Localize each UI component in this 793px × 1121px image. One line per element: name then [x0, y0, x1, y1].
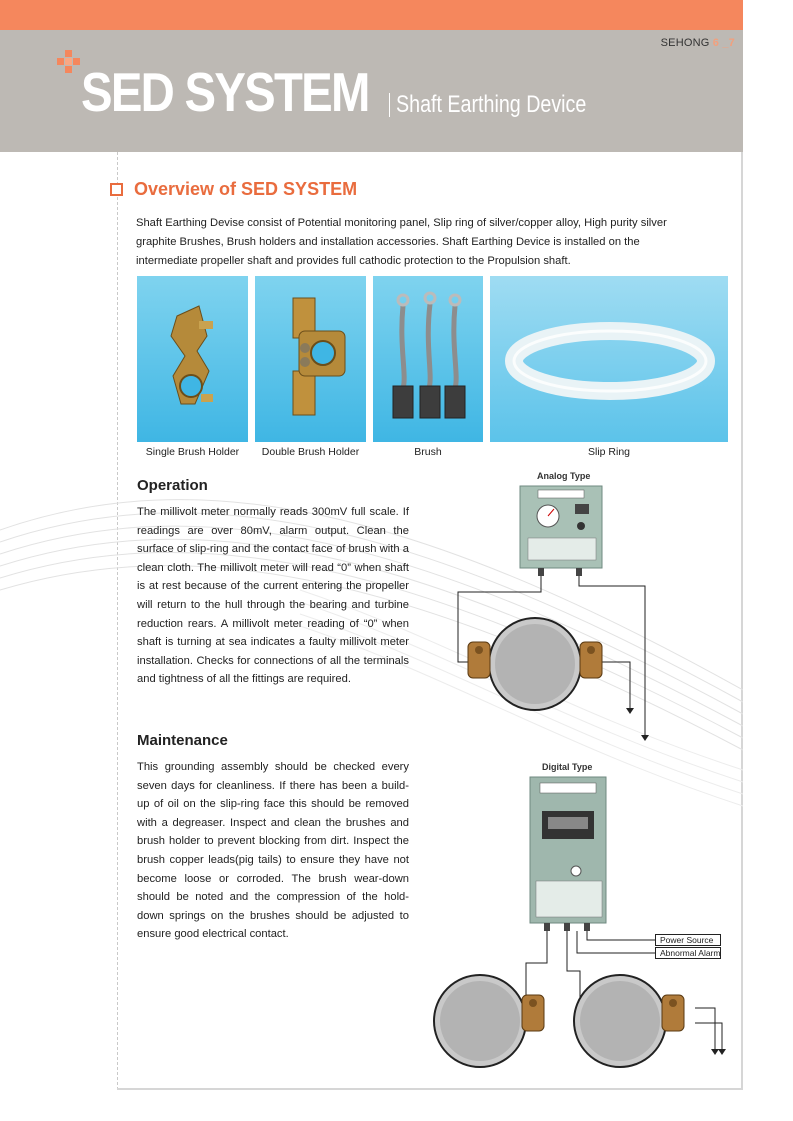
photo-double-brush-holder	[255, 276, 366, 442]
page-subtitle: Shaft Earthing Device	[396, 91, 587, 118]
overview-text: Shaft Earthing Devise consist of Potential monitoring panel, Slip ring of silver/copper alloy, High purity silver graphite Brushes, Brush holders and installation accessories. Shaft Earthing Device is installed on the intermediate propeller shaft and provides full cathodic protection to the Propulsion shaft.	[136, 217, 667, 267]
page-number: 6 _7	[712, 37, 735, 49]
digital-diagram	[430, 773, 740, 1073]
top-color-band	[0, 0, 743, 30]
caption-slip-ring: Slip Ring	[587, 446, 631, 458]
analog-diagram	[440, 482, 670, 742]
operation-text: The millivolt meter normally reads 300mV full scale. If readings are over 80mV, alarm output. Clean the surface of slip-ring and the contact face of brush with a clean cloth. The millivolt meter will read “0” when shaft is at rest because of the current entering the propeller will return to the hull through the bearing and turbine reduction rears. A millivolt meter reading of “0” when shaft is turning at sea indicates a faulty millivolt meter installation. Checks for connections of all the terminals and tightness of all the fittings are required.	[137, 506, 409, 686]
section-checkbox-icon	[110, 183, 123, 196]
operation-title: Operation	[137, 477, 208, 494]
photo-single-brush-holder	[137, 276, 248, 442]
photo-brush	[373, 276, 483, 442]
caption-single-brush-holder: Single Brush Holder	[145, 446, 240, 458]
caption-brush: Brush	[414, 446, 442, 458]
power-source-label: Power Source	[655, 934, 721, 946]
page-number-label	[661, 37, 735, 49]
maintenance-text: This grounding assembly should be checked every seven days for cleanliness. If there has been a build-up of oil on the slip-ring face this should be removed with a degreaser. Inspect and clean the brushes and brush holder to prevent blocking from dirt. Inspect the brush copper leads(pig tails) to ensure they have not become loose or corroded. The brush wear-down should be noted and the compression of the hold-down springs on the brushes should be adjusted to ensure good electrical contact.	[137, 761, 409, 941]
maintenance-title: Maintenance	[137, 732, 228, 749]
brand-name: SEHONG	[660, 37, 710, 49]
page-title: SED SYSTEM	[81, 61, 369, 123]
title-divider	[389, 93, 390, 117]
overview-title: Overview of SED SYSTEM	[134, 179, 358, 199]
photo-slip-ring	[490, 276, 728, 442]
plus-icon	[57, 50, 81, 74]
abnormal-alarm-label: Abnormal Alarm	[655, 947, 721, 959]
caption-double-brush-holder: Double Brush Holder	[261, 446, 360, 458]
frame-bottom-line	[117, 1088, 743, 1090]
analog-type-label: Analog Type	[537, 471, 591, 481]
digital-type-label: Digital Type	[542, 762, 593, 772]
